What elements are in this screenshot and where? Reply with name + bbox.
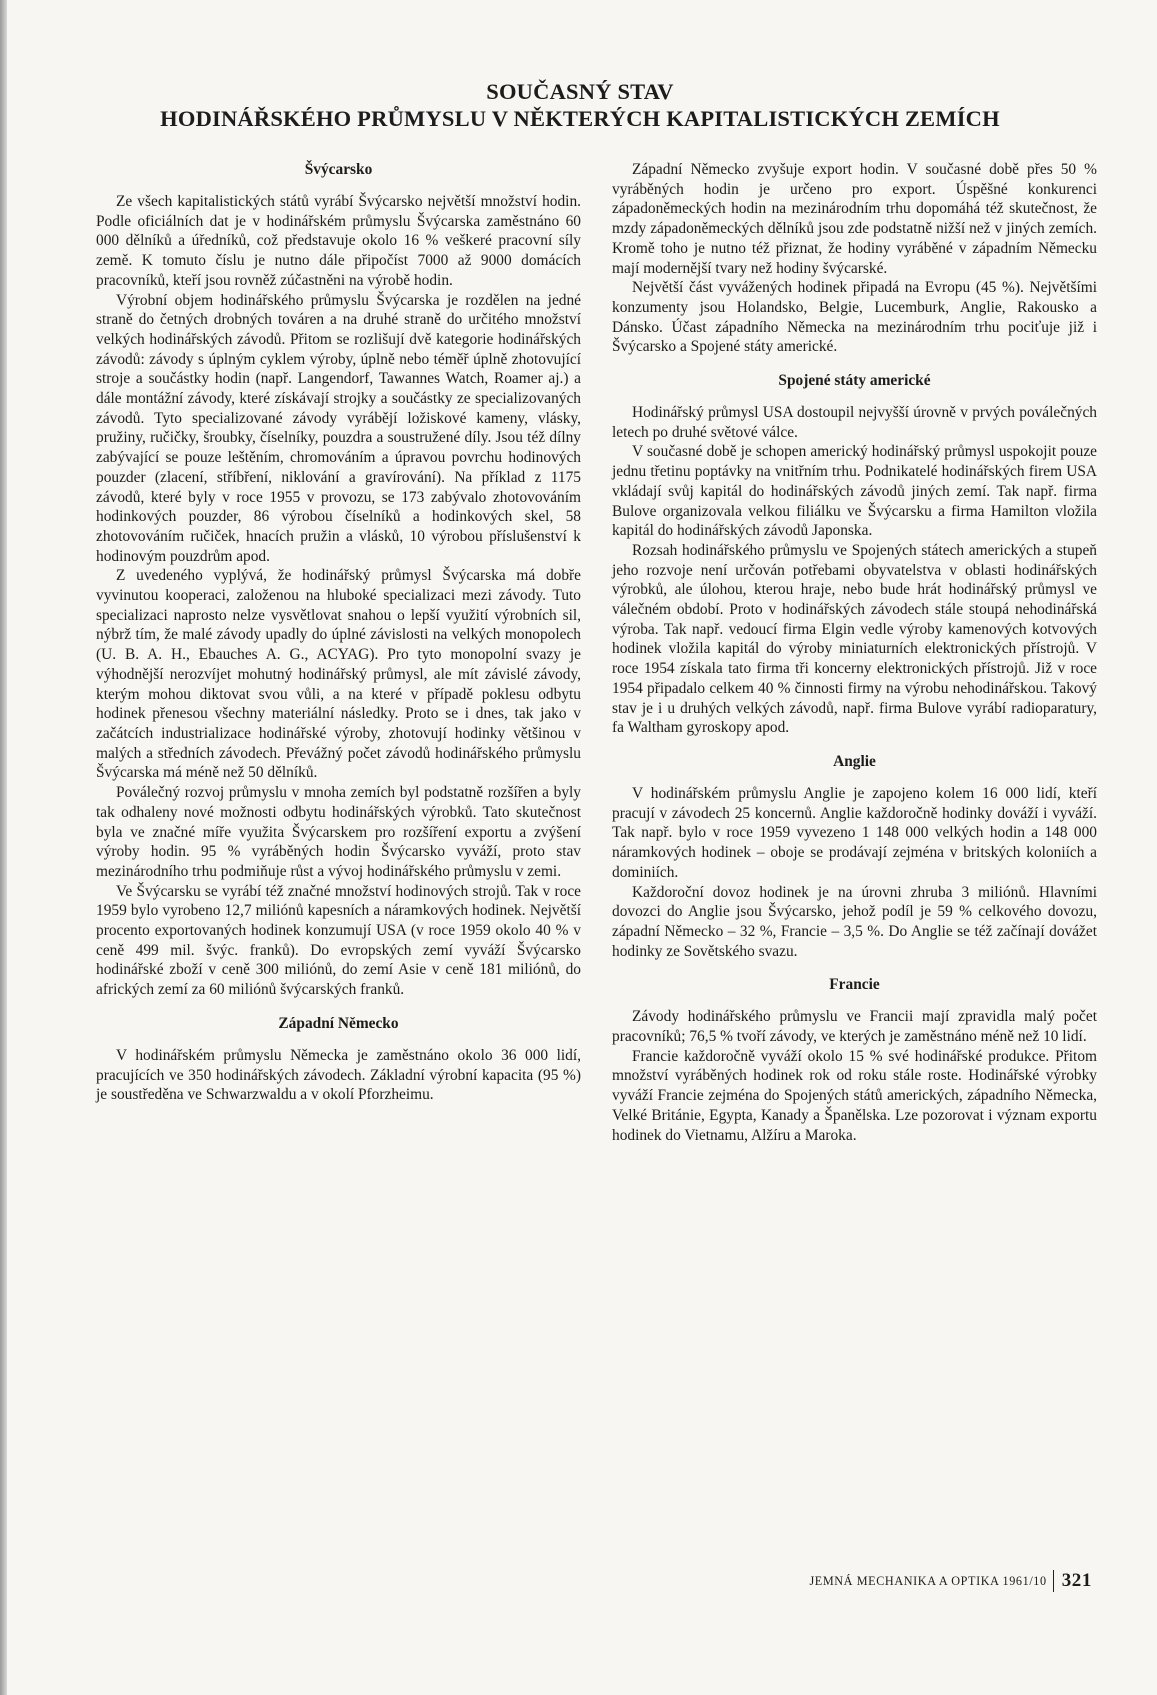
article-title-line-1: SOUČASNÝ STAV (486, 79, 674, 104)
article-title (60, 78, 1100, 132)
section-heading-zapadni-nemecko: Západní Německo (278, 1014, 399, 1032)
paragraph: V hodinářském průmyslu Anglie je zapojeno kolem 16 000 lidí, kteří pracují v závodech 25 koncernů. Anglie každoročně hodinky dováží i vyváží. Tak např. bylo v roce 1959 vyvezeno 1 148 000 velkých hodin a 148 000 náramkových hodinek – oboje se prodávají zejména v britských koloniích a dominiích. (612, 784, 1097, 881)
section-heading-anglie: Anglie (833, 752, 876, 770)
footer-divider (1053, 1570, 1054, 1592)
left-column (96, 160, 581, 1105)
paragraph: Francie každoročně vyváží okolo 15 % své hodinářské produkce. Přitom množství vyráběných hodinek rok od roku stále roste. Hodinářské výrobky vyváží Francie zejména do Spojených států amerických, západního Německa, Velké Británie, Egypta, Kanady a Španělska. Lze pozorovat i význam exportu hodinek do Vietnamu, Alžíru a Maroka. (612, 1047, 1097, 1144)
paragraph: Výrobní objem hodinářského průmyslu Švýcarska je rozdělen na jedné straně do četných drobných továren a na druhé straně do určitého množství velkých hodinářských závodů. Přitom se rozlišují dvě kategorie hodinářských závodů: závody s úplným cyklem výroby, úplně nebo téměř úplně zhotovující stroje a součástky hodin (např. Langendorf, Tawannes Watch, Roamer aj.) a dále montážní závody, které získávají strojky a součástky ze specializovaných závodů. Tyto specializované závody vyrábějí ložiskové kameny, vlásky, pružiny, ručičky, šroubky, číselníky, pouzdra a soustružené díly. Jsou též dílny zabývající se pouze leštěním, chromováním a úpravou povrchu hodinových pouzder (zlacení, stříbření, niklování a gravírování). Na příklad z 1175 závodů, které byly v roce 1955 v provozu, se 173 zabývalo zhotovováním hodinkových pouzder, 86 výrobou číselníků a hodinkových skel, 58 zhotovováním ručiček, hnacích pružin a vlásků, 10 výrobou příslušenství k hodinovým pouzdrům apod. (96, 291, 581, 565)
paragraph: V současné době je schopen americký hodinářský průmysl uspokojit pouze jednu třetinu poptávky na vnitřním trhu. Podnikatelé hodinářských firem USA vkládají svůj kapitál do hodinářských závodů jiných zemí. Tak např. firma Bulove organizovala velkou filiálku ve Švýcarsku a firma Hamilton vložila kapitál do hodinářských závodů Japonska. (612, 443, 1097, 540)
paragraph: Hodinářský průmysl USA dostoupil nejvyšší úrovně v prvých poválečných letech po druhé světové válce. (612, 404, 1097, 441)
paragraph: Ve Švýcarsku se vyrábí též značné množství hodinových strojů. Tak v roce 1959 bylo vyrobeno 12,7 miliónů kapesních a náramkových hodinek. Největší procento exportovaných hodinek konzumují USA (v roce 1959 okolo 40 % v ceně 499 mil. švýc. franků). Do evropských zemí vyváží Švýcarsko hodinářské zboží v ceně 300 miliónů, do zemí Asie v ceně 181 miliónů, do afrických zemí za 60 miliónů švýcarských franků. (96, 882, 581, 999)
paragraph: Závody hodinářského průmyslu ve Francii mají zpravidla malý počet pracovníků; 76,5 % tvoří závody, ve kterých je zaměstnáno méně než 10 lidí. (612, 1008, 1097, 1046)
scan-page-edge (0, 0, 7, 1695)
paragraph: Každoroční dovoz hodinek je na úrovni zhruba 3 miliónů. Hlavními dovozci do Anglie jsou Švýcarsko, jehož podíl je 59 % celkového dovozu, západní Německo – 32 %, Francie – 3,5 %. Do Anglie se též začínají dovážet hodinky ze Sovětského svazu. (612, 883, 1097, 960)
right-column (612, 160, 1097, 1145)
paragraph: Poválečný rozvoj průmyslu v mnoha zemích byl podstatně rozšířen a byly tak odhaleny nové možnosti odbytu hodinářských výrobků. Tato skutečnost byla ve značné míře využita Švýcarskem pro rozšíření exportu a zvýšení výroby hodin. 95 % vyráběných hodin Švýcarsko vyváží, proto stav mezinárodního trhu podmiňuje růst a vývoj hodinářského průmyslu v zemi. (96, 784, 581, 880)
paragraph: Západní Německo zvyšuje export hodin. V současné době přes 50 % vyráběných hodin je určeno pro export. Úspěšné konkurenci západoněmeckých hodin na mezinárodním trhu dopomáhá též skutečnost, že mzdy západoněmeckých dělníků jsou zde podstatně nižší než v jiných zemích. Kromě toho je nutno též přiznat, že hodiny vyráběné v západním Německu mají modernější tvary než hodiny švýcarské. (612, 161, 1097, 277)
paragraph: V hodinářském průmyslu Německa je zaměstnáno okolo 36 000 lidí, pracujících ve 350 hodinářských závodech. Základní výrobní kapacita (95 %) je soustředěna ve Schwarzwaldu a v okolí Pforzheimu. (96, 1046, 581, 1104)
paragraph: Největší část vyvážených hodinek připadá na Evropu (45 %). Největšími konzumenty jsou Holandsko, Belgie, Lucemburk, Anglie, Rakousko a Dánsko. Účast západního Německa na mezinárodním trhu pociťuje již i Švýcarsko a Spojené státy americké. (612, 279, 1097, 356)
page-number: 321 (1061, 1570, 1092, 1592)
section-heading-usa: Spojené státy americké (778, 372, 931, 390)
paragraph: Ze všech kapitalistických států vyrábí Švýcarsko největší množství hodin. Podle oficiálních dat je v hodinářském průmyslu Švýcarska zaměstnáno 60 000 dělníků a úředníků, což představuje okolo 16 % veškeré pracovní síly země. K tomuto číslu je nutno dále připočíst 7000 až 9000 domácích pracovníků, kteří jsou rovněž zúčastněni na výrobě hodin. (96, 193, 581, 289)
paragraph: Rozsah hodinářského průmyslu ve Spojených státech amerických a stupeň jeho rozvoje není určován potřebami obyvatelstva v oblasti hodinářských výrobků, ale úlohou, kterou hraje, nebo bude hrát hodinářský průmysl ve válečném období. Proto v hodinářských závodech stále stoupá nehodinářská výroba. Tak např. vedoucí firma Elgin vedle výroby kamenových kotvových hodinek vložila kapitál do výroby miniaturních elektronických přístrojů. V roce 1954 získala tato firma tři koncerny elektronických přístrojů. Již v roce 1954 připadalo celkem 40 % činnosti firmy na výrobu nehodinářskou. Takový stav je i u druhých velkých závodů, např. firma Bulove vyrábí radioparatury, fa Waltham gyroskopy apod. (612, 541, 1097, 737)
section-heading-francie: Francie (829, 976, 880, 994)
paragraph: Z uvedeného vyplývá, že hodinářský průmysl Švýcarska má dobře vyvinutou kooperaci, založenou na hluboké specializaci mezi závody. Tuto specializaci naprosto nelze vysvětlovat snahou o lepší využití výrobních sil, nýbrž tím, že malé závody upadly do úplné závislosti na velkých monopolech (U. B. A. H., Ebauches A. G., ACYAG). Pro tyto monopolní svazy je výhodnější nerozvíjet mohutný hodinářský průmysl, ale mít závislé závody, kterým mohou diktovat svou vůli, a na které v případě poklesu odbytu hodinek přenesou všechny materiální následky. Proto se i dnes, tak jako v začátcích industrializace hodinářské výroby, zhotovují hodinky většinou v malých a středních závodech. Převážný počet závodů hodinářského průmyslu Švýcarska má méně než 50 dělníků. (96, 567, 581, 782)
section-heading-svycarsko: Švýcarsko (304, 161, 373, 178)
journal-name: JEMNÁ MECHANIKA A OPTIKA 1961/10 (809, 1574, 1047, 1589)
article-title-line-2: HODINÁŘSKÉHO PRŮMYSLU V NĚKTERÝCH KAPITALISTICKÝCH ZEMÍCH (160, 106, 1000, 131)
page-footer (760, 1568, 1092, 1593)
